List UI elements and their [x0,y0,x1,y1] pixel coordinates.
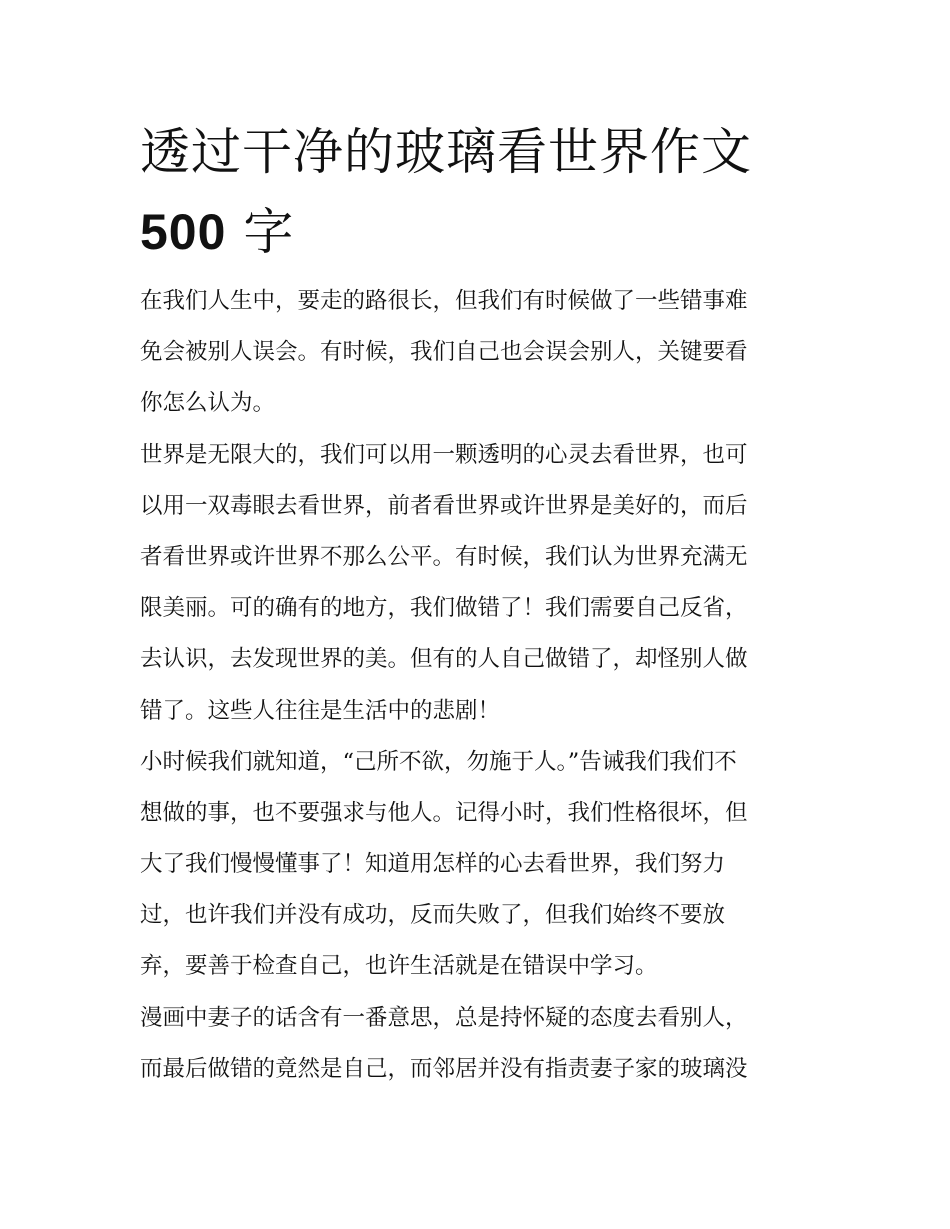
text-line: 去认识，去发现世界的美。但有的人自己做错了，却怪别人做 [140,646,748,673]
essay-body [140,276,820,1095]
title-suffix: 字 [226,203,295,261]
text-line: 你怎么认为。 [140,390,276,417]
text-line: 错了。这些人往往是生活中的悲剧！ [140,697,501,724]
text-line: 小时候我们就知道，“己所不欲，勿施于人。”告诫我们我们不 [140,748,737,775]
title-word-count: 500 [140,204,227,260]
essay-title [140,112,820,272]
text-line: 漫画中妻子的话含有一番意思，总是持怀疑的态度去看别人， [140,1004,748,1031]
text-line: 在我们人生中，要走的路很长，但我们有时候做了一些错事难 [140,288,748,314]
text-line: 限美丽。可的确有的地方，我们做错了！我们需要自己反省， [140,595,748,622]
text-line: 世界是无限大的，我们可以用一颗透明的心灵去看世界，也可 [140,441,748,468]
text-line: 而最后做错的竟然是自己，而邻居并没有指责妻子家的玻璃没 [140,1055,748,1082]
text-line: 以用一双毒眼去看世界，前者看世界或许世界是美好的，而后 [140,492,748,519]
title-line-1: 透过干净的玻璃看世界作文 [140,123,752,181]
text-line: 者看世界或许世界不那么公平。有时候，我们认为世界充满无 [140,543,748,570]
text-line: 想做的事，也不要强求与他人。记得小时，我们性格很坏，但 [140,799,748,826]
text-line: 过，也许我们并没有成功，反而失败了，但我们始终不要放 [140,902,726,929]
text-line: 大了我们慢慢懂事了！知道用怎样的心去看世界，我们努力 [140,851,726,878]
text-line: 弃，要善于检查自己，也许生活就是在错误中学习。 [140,953,658,980]
text-line: 免会被别人误会。有时候，我们自己也会误会别人，关键要看 [140,339,748,366]
